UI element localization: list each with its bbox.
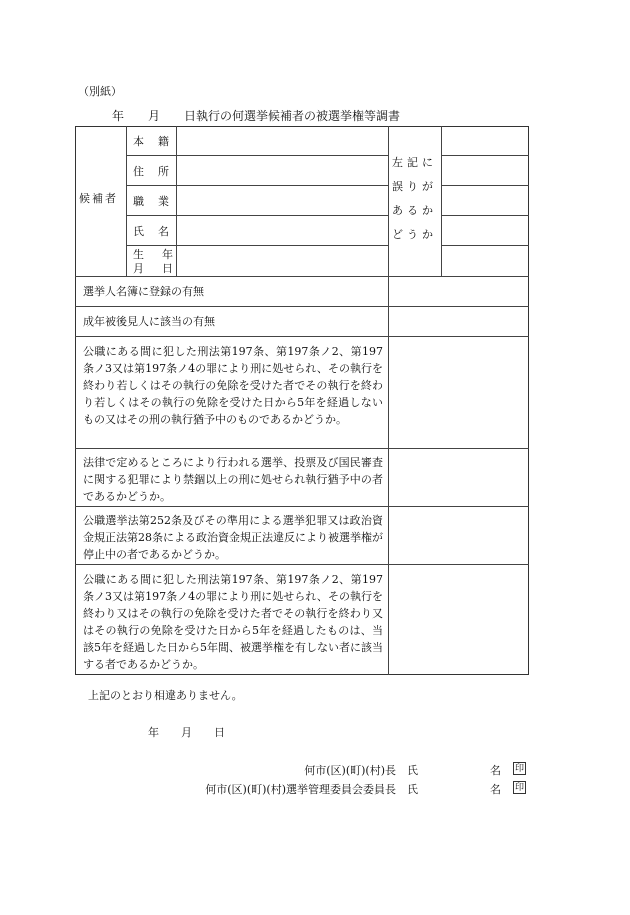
section-divider <box>75 336 529 337</box>
field-label-name: 氏名 <box>133 225 183 238</box>
declaration-date: 年 月 日 <box>148 726 225 739</box>
header-line: どうか <box>392 228 437 241</box>
section-divider <box>75 448 529 449</box>
item-registration: 選挙人名簿に登録の有無 <box>83 285 204 298</box>
item-criminal-record-1: 公職にある間に犯した刑法第197条、第197条ノ2、第197条ノ3又は第197条ノ4の罪により刑に処せられ、その執行を終わり若しくはその執行の免除を受けた者でその執行を終わり若しくはその執行の免除を受けた日から5年を経過しないもの又はその刑の執行猶予中のものであるかどうか。 <box>83 345 383 426</box>
item-suspension: 公職選挙法第252条及びその準用による選挙犯罪又は政治資金規正法第28条による政治資金規正法違反により被選挙権が停止中の者であるかどうか。 <box>83 514 383 561</box>
dob-char: 生 <box>133 248 144 261</box>
candidate-label: 候補者 <box>79 192 118 205</box>
row-divider <box>441 185 529 186</box>
committee-signature-line: 何市(区)(町)(村)選挙管理委員会委員長 氏 <box>205 783 418 796</box>
section-divider <box>75 506 529 507</box>
row-divider <box>441 245 529 246</box>
error-check-header <box>392 151 440 247</box>
section-divider <box>75 276 529 277</box>
item-election-crime: 法律で定めるところにより行われる選挙、投票及び国民審査に関する犯罪により禁錮以上の刑に処せられ執行猶予中の者であるかどうか。 <box>83 456 383 503</box>
column-divider <box>126 126 127 276</box>
header-line: 誤りが <box>392 180 437 193</box>
field-label-occupation: 職業 <box>133 195 183 208</box>
item-guardian: 成年被後見人に該当の有無 <box>83 315 215 328</box>
name-label: 名 <box>490 764 501 777</box>
header-line: あるか <box>392 204 437 217</box>
declaration-statement: 上記のとおり相違ありません。 <box>88 689 243 702</box>
seal-box: 印 <box>514 783 524 793</box>
dob-char: 日 <box>162 262 173 275</box>
field-label-honseki: 本籍 <box>133 135 183 148</box>
row-divider <box>126 185 388 186</box>
item-criminal-record-2: 公職にある間に犯した刑法第197条、第197条ノ2、第197条ノ3又は第197条ノ4の罪により刑に処せられ、その執行を終わり又はその執行の免除を受けた者でその執行を終わり又はその執行の免除を受けた日から5年を経過したものは、当該5年を経過した日から5年間、被選挙権を有しない者に該当する者であるかどうか。 <box>83 573 383 671</box>
header-line: 左記に <box>392 156 437 169</box>
row-divider <box>126 245 388 246</box>
row-divider <box>441 155 529 156</box>
column-divider <box>388 126 389 675</box>
row-divider <box>126 155 388 156</box>
field-label-address: 住所 <box>133 165 183 178</box>
section-divider <box>75 306 529 307</box>
name-label: 名 <box>490 783 501 796</box>
seal-box: 印 <box>514 764 524 774</box>
row-divider <box>441 215 529 216</box>
field-label-birthdate <box>133 248 173 276</box>
attachment-note: （別紙） <box>78 85 122 98</box>
document-title: 年 月 日執行の何選挙候補者の被選挙権等調書 <box>112 109 401 123</box>
dob-char: 年 <box>162 248 173 261</box>
row-divider <box>126 215 388 216</box>
column-divider <box>441 126 442 276</box>
dob-char: 月 <box>133 262 144 275</box>
mayor-signature-line: 何市(区)(町)(村)長 氏 <box>304 764 418 777</box>
section-divider <box>75 564 529 565</box>
